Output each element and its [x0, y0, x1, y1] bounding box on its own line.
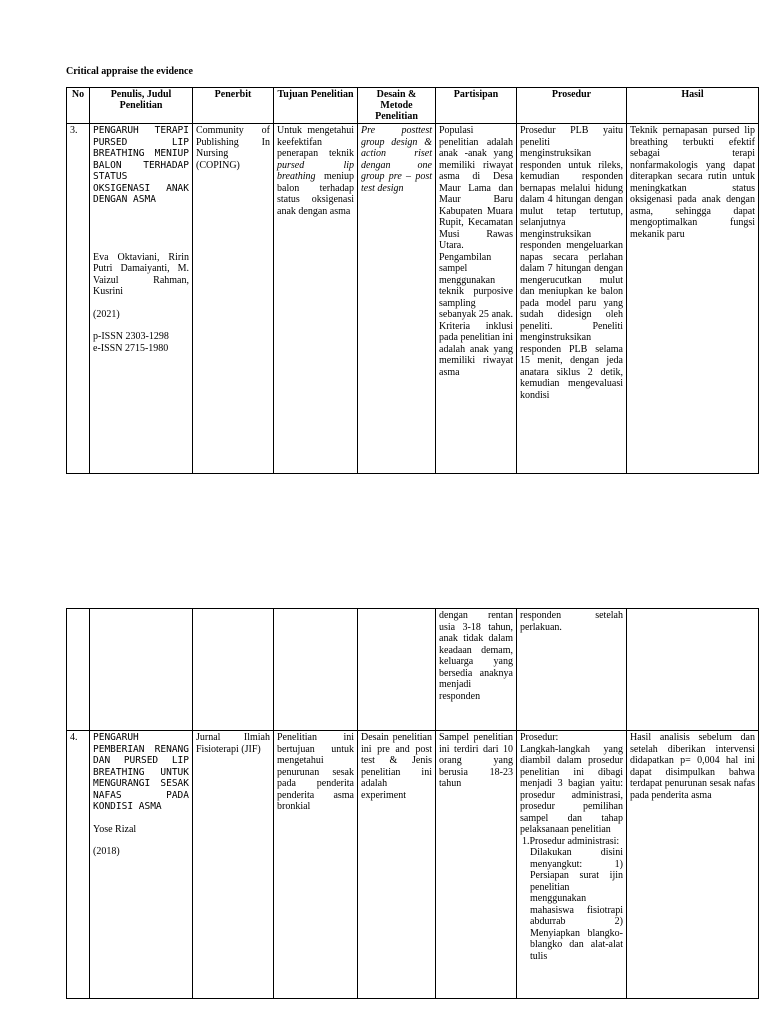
procedure-step: 1.Prosedur administrasi:: [522, 835, 620, 847]
cell-author-title: [90, 124, 193, 474]
purpose-text-end: meniup balon terhadap status oksigenasi anak dengan asma: [277, 171, 354, 217]
col-header-no: No: [67, 88, 90, 124]
cell-no-empty: [67, 609, 90, 731]
header-row: [67, 88, 759, 124]
cell-design: [358, 124, 436, 474]
study-year: (2018): [93, 846, 120, 857]
purpose-emphasis: pursed lip breathing: [277, 159, 354, 182]
study-title: PENGARUH TERAPI PURSED LIP BREATHING MENIUP BALON TERHADAP STATUS OKSIGENASI ANAK DENGAN ASMA: [93, 125, 189, 205]
purpose-text: Untuk mengetahui keefektifan penerapan teknik: [277, 125, 354, 159]
study-title: PENGARUH PEMBERIAN RENANG DAN PURSED LIP BREATHING UNTUK MENGURANGI SESAK NAFAS PADA KONDISI ASMA: [93, 732, 189, 812]
cell-procedure: Prosedur PLB yaitu peneliti menginstruksikan responden untuk rileks, kemudian responden bernapas melalui hidung dalam 4 hitungan dengan mulut tetap tertutup, selanjutnya menginstruksikan responden mengeluarkan napas secara perlahan dalam 7 hitungan dengan mengerucutkan mulut dan meniupkan ke balon pada model paru yang sudah didesign oleh peneliti. Peneliti menginstruksikan responden PLB selama 15 menit, dengan jeda anatara siklus 2 detik, kemudian mengevaluasi kondisi: [517, 124, 627, 474]
study-eissn: e-ISSN 2715-1980: [93, 342, 169, 354]
procedure-substeps: Dilakukan disini menyangkut: 1) Persiapan surat ijin penelitian menggunakan mahasiswa fisiotrapi abdurrab 2) Menyiapkan blangko-blangko dan alat-alat tulis: [530, 847, 623, 962]
col-header-author-title: Penulis, Judul Penelitian: [90, 88, 193, 124]
col-header-publisher: Penerbit: [193, 88, 274, 124]
study-authors: Eva Oktaviani, Ririn Putri Damaiyanti, M. Vaizul Rahman, Kusrini: [93, 251, 189, 297]
cell-purpose: Penelitian ini bertujuan untuk mengetahui penurunan sesak pada penderita penderita asma bronkial: [274, 731, 358, 999]
cell-no: 4.: [67, 731, 90, 999]
study-year: (2021): [93, 308, 120, 320]
cell-participants: Populasi penelitian adalah anak -anak yang memiliki riwayat asma di Desa Maur Lama dan Maur Baru Kabupaten Muara Rupit, Kecamatan Musi Rawas Utara. Pengambilan sampel menggunakan teknik purposive sampling sebanyak 25 anak. Kriteria inklusi pada penelitian ini adalah anak yang memiliki riwayat asma: [436, 124, 517, 474]
cell-no: 3.: [67, 124, 90, 474]
cell-purpose-empty: [274, 609, 358, 731]
col-header-result: Hasil: [627, 88, 759, 124]
cell-publisher: Jurnal Ilmiah Fisioterapi (JIF): [193, 731, 274, 999]
study-pissn: p-ISSN 2303-1298: [93, 331, 169, 342]
cell-result-empty: [627, 609, 759, 731]
col-header-design: Desain & Metode Penelitian: [358, 88, 436, 124]
cell-result: Teknik pernapasan pursed lip breathing terbukti efektif sebagai terapi nonfarmakologis yang dapat diterapkan secara rutin untuk meningkatkan status oksigenasi pada anak dengan asma, sehingga dapat mengoptimalkan fungsi mekanik paru: [627, 124, 759, 474]
col-header-participants: Partisipan: [436, 88, 517, 124]
cell-procedure: responden setelah perlakuan.: [517, 609, 627, 731]
cell-publisher-empty: [193, 609, 274, 731]
cell-design-empty: [358, 609, 436, 731]
col-header-procedure: Prosedur: [517, 88, 627, 124]
cell-publisher: Community of Publishing In Nursing (COPING): [193, 124, 274, 474]
section-heading: Critical appraise the evidence: [66, 66, 193, 77]
col-header-purpose: Tujuan Penelitian: [274, 88, 358, 124]
design-text: Pre posttest group design & action riset dengan one group pre – post test design: [361, 125, 432, 194]
cell-procedure: [517, 731, 627, 999]
cell-author-title-empty: [90, 609, 193, 731]
table-row-4: [67, 731, 759, 999]
cell-design: Desain penelitian ini pre and post test & Jenis penelitian ini adalah experiment: [358, 731, 436, 999]
table-row-3-continued: [67, 609, 759, 731]
table-row-3: [67, 124, 759, 474]
cell-purpose: [274, 124, 358, 474]
cell-result: Hasil analisis sebelum dan setelah diberikan intervensi didapatkan p= 0,004 hal ini dapat disimpulkan bahwa terdapat penurunan sesak nafas pada penderita asma: [627, 731, 759, 999]
study-author: Yose Rizal: [93, 823, 137, 835]
procedure-intro: Prosedur:: [520, 732, 559, 743]
evidence-table-page-2: [66, 608, 759, 999]
evidence-table-page-1: [66, 87, 759, 474]
cell-participants: dengan rentan usia 3-18 tahun, anak tidak dalam keadaan demam, keluarga yang bersedia anaknya menjadi responden: [436, 609, 517, 731]
cell-author-title: [90, 731, 193, 999]
procedure-text: Langkah-langkah yang diambil dalam prosedur penelitian ini dibagi menjadi 3 bagian yaitu: prosedur administrasi, prosedur pemilihan sampel dan tahap pelaksanaan penelitian: [520, 743, 623, 835]
cell-participants: Sampel penelitian ini terdiri dari 10 orang yang berusia 18-23 tahun: [436, 731, 517, 999]
